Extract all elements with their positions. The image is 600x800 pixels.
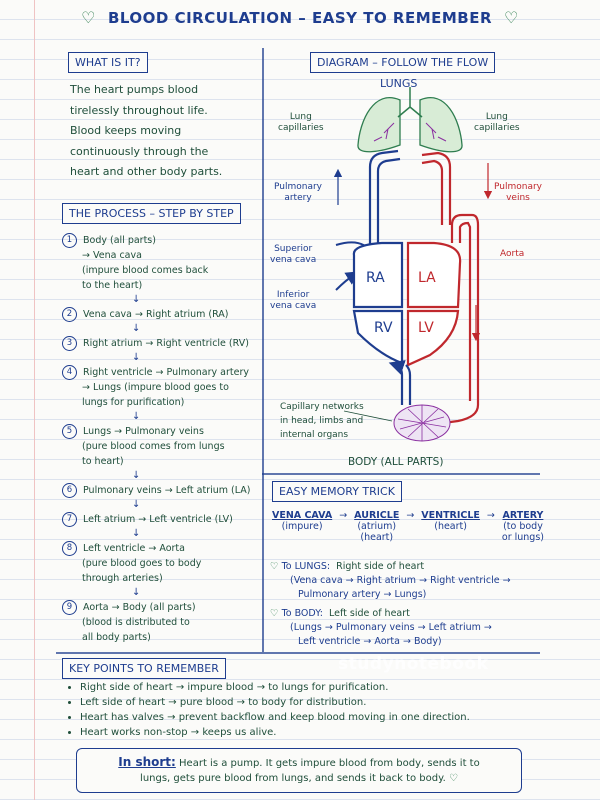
down-arrow-icon: ↓ [132,470,141,481]
step-number: 8 [62,541,77,556]
capillary-network-icon [394,405,450,441]
key-point: • Left side of heart → pure blood → to body for distribution. [80,695,560,710]
label-line: vena cava [270,301,317,311]
in-short-box [76,748,522,793]
what-line: heart and other body parts. [70,165,223,178]
label-line: Capillary networks [280,402,364,412]
lung-capillaries-left-label [278,112,324,134]
aorta-label: Aorta [500,249,525,259]
watermark: studynotebook [338,654,489,674]
page-title-text: BLOOD CIRCULATION – EASY TO REMEMBER [107,9,493,27]
heart-icon: ♡ [270,561,279,572]
step-number: 1 [62,233,77,248]
memory-heading: EASY MEMORY TRICK [272,481,402,502]
step-text: → Lungs (impure blood goes to [82,382,229,393]
term-sub: (heart) [434,521,467,532]
label-line: vena cava [270,255,317,265]
label-line: capillaries [474,123,520,133]
to-lungs-side: Right side of heart [336,561,425,572]
step-text: → Vena cava [82,250,142,261]
heart-icon: ♡ [270,608,279,619]
step-text: Vena cava → Right atrium (RA) [83,309,229,320]
section-divider [262,473,540,475]
label-line: Inferior [276,290,310,300]
step-text: Left atrium → Left ventricle (LV) [83,514,233,525]
step-text: Lungs → Pulmonary veins [83,426,204,437]
pulmonary-artery-label [274,182,322,204]
down-arrow-icon: ↓ [132,528,141,539]
lung-capillaries-right-label [474,112,520,134]
rv-label: RV [374,320,393,336]
memory-term [421,510,480,543]
term-title: VENA CAVA [272,510,333,521]
step-number: 5 [62,424,77,439]
what-heading: WHAT IS IT? [68,52,148,73]
term-sub: (heart) [360,532,394,543]
lungs-icon [358,87,462,152]
label-line: internal organs [280,430,349,440]
right-arrow-icon: → [339,510,348,521]
step-text: Left ventricle → Aorta [83,543,185,554]
label-line: Lung [289,112,312,122]
key-points-heading: KEY POINTS TO REMEMBER [62,658,226,679]
step-1 [62,233,258,293]
to-lungs-label: To LUNGS: [281,561,331,572]
term-sub: or lungs) [501,532,544,543]
key-point: • Heart works non-stop → keeps us alive. [80,725,560,740]
what-line: continuously through the [70,144,209,158]
to-body-note [270,607,550,649]
heart-icon: ♡ [504,8,519,27]
label-line: Lung [485,112,508,122]
heart-icon: ♡ [448,773,458,784]
right-ventricle [354,311,402,363]
what-text [70,80,222,183]
step-text: Pulmonary veins → Left atrium (LA) [83,485,251,496]
step-text: Aorta → Body (all parts) [83,602,196,613]
step-3 [62,336,258,351]
label-line: Pulmonary [494,182,542,192]
down-arrow-icon: ↓ [132,323,141,334]
page-title [0,8,600,27]
what-line: Blood keeps moving [70,124,182,137]
la-label: LA [418,270,436,286]
memory-term [272,510,332,543]
step-5 [62,424,258,469]
lv-label: LV [418,320,434,336]
step-6 [62,483,258,498]
label-line: capillaries [278,123,324,133]
step-text: Body (all parts) [83,235,156,246]
step-number: 2 [62,307,77,322]
step-text: (pure blood comes from lungs [82,441,225,452]
label-line: in head, limbs and [280,416,364,426]
notebook-margin-line [34,0,35,800]
step-4 [62,365,258,410]
label-line: veins [506,193,530,203]
down-arrow-icon: ↓ [132,411,141,422]
step-text: through arteries) [82,573,163,584]
key-point: • Heart has valves → prevent backflow and keep blood moving in one direction. [80,710,560,725]
label-line: artery [284,193,312,203]
step-number: 6 [62,483,77,498]
body-label: BODY (ALL PARTS) [348,456,444,468]
step-text: all body parts) [82,632,151,643]
to-lungs-path: (Vena cava → Right atrium → Right ventricle → [290,575,511,586]
diagram-heading: DIAGRAM – FOLLOW THE FLOW [310,52,495,73]
term-title: VENTRICLE [421,510,480,521]
step-7 [62,512,258,527]
step-text: to heart) [82,456,124,467]
in-short-line: lungs, gets pure blood from lungs, and sends it back to body. [140,773,446,784]
step-text: Right ventricle → Pulmonary artery [83,367,250,378]
what-line: tirelessly throughout life. [70,103,208,117]
step-9 [62,600,258,645]
memory-term [502,510,544,543]
step-number: 4 [62,365,77,380]
process-heading: THE PROCESS – STEP BY STEP [62,203,241,224]
term-title: AURICLE [354,510,400,521]
pulmonary-veins-label [494,182,542,204]
heart-icon: ♡ [81,8,96,27]
down-arrow-icon: ↓ [132,294,141,305]
ra-label: RA [366,270,385,286]
in-short-label: In short: [118,755,176,769]
step-number: 3 [62,336,77,351]
to-lungs-path: Pulmonary artery → Lungs) [298,589,427,600]
capillary-networks-label [280,400,364,442]
process-steps [62,233,258,645]
memory-terms [272,510,544,543]
lungs-label: LUNGS [380,77,418,90]
key-points-list [62,680,560,740]
step-8 [62,541,258,586]
step-text: Right atrium → Right ventricle (RV) [83,338,249,349]
right-arrow-icon: → [486,510,495,521]
label-line: Superior [274,244,313,254]
term-sub: (atrium) [357,521,397,532]
term-sub: (impure) [281,521,323,532]
step-number: 7 [62,512,77,527]
to-body-label: To BODY: [281,608,323,619]
step-text: (pure blood goes to body [82,558,202,569]
step-number: 9 [62,600,77,615]
to-body-path: Left ventricle → Aorta → Body) [298,636,442,647]
in-short-line: Heart is a pump. It gets impure blood from body, sends it to [179,758,480,769]
to-body-path: (Lungs → Pulmonary veins → Left atrium → [290,622,492,633]
step-2 [62,307,258,322]
down-arrow-icon: ↓ [132,352,141,363]
down-arrow-icon: ↓ [132,499,141,510]
to-body-side: Left side of heart [329,608,410,619]
step-text: (blood is distributed to [82,617,190,628]
step-text: to the heart) [82,280,143,291]
step-text: (impure blood comes back [82,265,209,276]
memory-term [354,510,399,543]
down-arrow-icon: ↓ [132,587,141,598]
term-sub: (to body [503,521,543,532]
superior-vena-cava-label [270,244,316,266]
inferior-vena-cava-label [270,290,316,312]
what-line: The heart pumps blood [70,83,199,96]
right-arrow-icon: → [406,510,415,521]
key-point: • Right side of heart → impure blood → to lungs for purification. [80,680,560,695]
label-line: Pulmonary [274,182,322,192]
term-title: ARTERY [502,510,544,521]
step-text: lungs for purification) [82,397,185,408]
to-lungs-note [270,560,550,602]
